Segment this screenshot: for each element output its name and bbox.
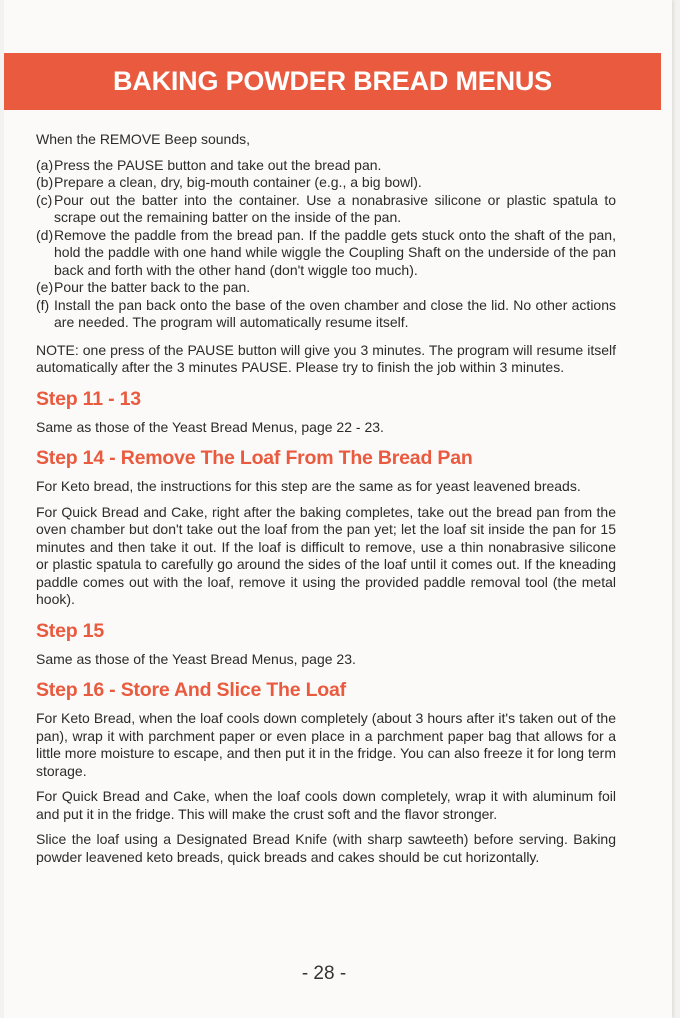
list-item [36, 297, 616, 332]
page-number: - 28 - [301, 963, 347, 984]
section-paragraph: Same as those of the Yeast Bread Menus, page 23. [36, 650, 356, 667]
section-heading-step-15: Step 15 [36, 619, 104, 642]
section-paragraph: Slice the loaf using a Designated Bread Knife (with sharp sawteeth) before serving. Baking powder leavened keto breads, quick breads and cakes should be cut horizontally. [36, 831, 616, 865]
list-item-label: (e) [36, 279, 54, 295]
list-item-label: (f) [36, 296, 50, 313]
intro-text: When the REMOVE Beep sounds, [36, 131, 250, 147]
remove-steps-list [36, 157, 616, 332]
section-heading-step-14: Step 14 - Remove The Loaf From The Bread Pan [36, 447, 473, 469]
list-item-label: (b) [36, 174, 54, 190]
section-paragraph: For Quick Bread and Cake, right after the baking completes, take out the bread pan from the oven chamber but don't take out the loaf from the pan yet; let the loaf sit inside the pan for 15 minutes and then take it out. If the loaf is difficult to remove, use a thin nonabrasive silicone or plastic spatula to carefully go around the sides of the loaf until it comes out. If the kneading paddle comes out with the loaf, remove it using the provided paddle removal tool (the metal hook). [36, 503, 616, 607]
list-item [36, 192, 616, 227]
list-item-label: (d) [36, 226, 54, 243]
list-item-text: Press the PAUSE button and take out the bread pan. [54, 156, 382, 173]
section-paragraph: For Quick Bread and Cake, when the loaf cools down completely, wrap it with aluminum foil and put it in the fridge. This will make the crust soft and the flavor stronger. [36, 788, 616, 822]
section-heading-step-16: Step 16 - Store And Slice The Loaf [36, 679, 346, 701]
page-title-banner: BAKING POWDER BREAD MENUS [4, 53, 661, 110]
section-paragraph: For Keto Bread, when the loaf cools down completely (about 3 hours after it's taken out of the pan), wrap it with parchment paper or even place in a parchment paper bag that allows for a little more moisture to escape, and then put it in the fridge. You can also freeze it for long term storage. [36, 710, 616, 779]
section-heading-step-11-13: Step 11 - 13 [36, 387, 141, 410]
list-item [36, 157, 616, 175]
list-item-text: Pour out the batter into the container. Use a nonabrasive silicone or plastic spatula to scrape out the remaining batter on the inside of the pan. [54, 191, 616, 225]
document-page [4, 0, 672, 1018]
list-item-label: (a) [36, 156, 54, 173]
page-content [36, 131, 616, 874]
list-item [36, 227, 616, 280]
section-paragraph: Same as those of the Yeast Bread Menus, page 22 - 23. [36, 418, 384, 435]
note-text: NOTE: one press of the PAUSE button will give you 3 minutes. The program will resume itself automatically after the 3 minutes PAUSE. Please try to finish the job within 3 minutes. [36, 341, 616, 375]
list-item [36, 279, 616, 297]
section-paragraph: For Keto bread, the instructions for this step are the same as for yeast leavened breads. [36, 478, 581, 494]
list-item [36, 174, 616, 192]
list-item-text: Remove the paddle from the bread pan. If the paddle gets stuck onto the shaft of the pan, hold the paddle with one hand while wiggle the Coupling Shaft on the underside of the pan back and forth with the other hand (don't wiggle too much). [54, 226, 616, 278]
list-item-label: (c) [36, 191, 53, 208]
list-item-text: Prepare a clean, dry, big-mouth container (e.g., a big bowl). [54, 174, 422, 190]
list-item-text: Pour the batter back to the pan. [54, 279, 251, 295]
list-item-text: Install the pan back onto the base of the oven chamber and close the lid. No other actions are needed. The program will automatically resume itself. [54, 296, 616, 330]
